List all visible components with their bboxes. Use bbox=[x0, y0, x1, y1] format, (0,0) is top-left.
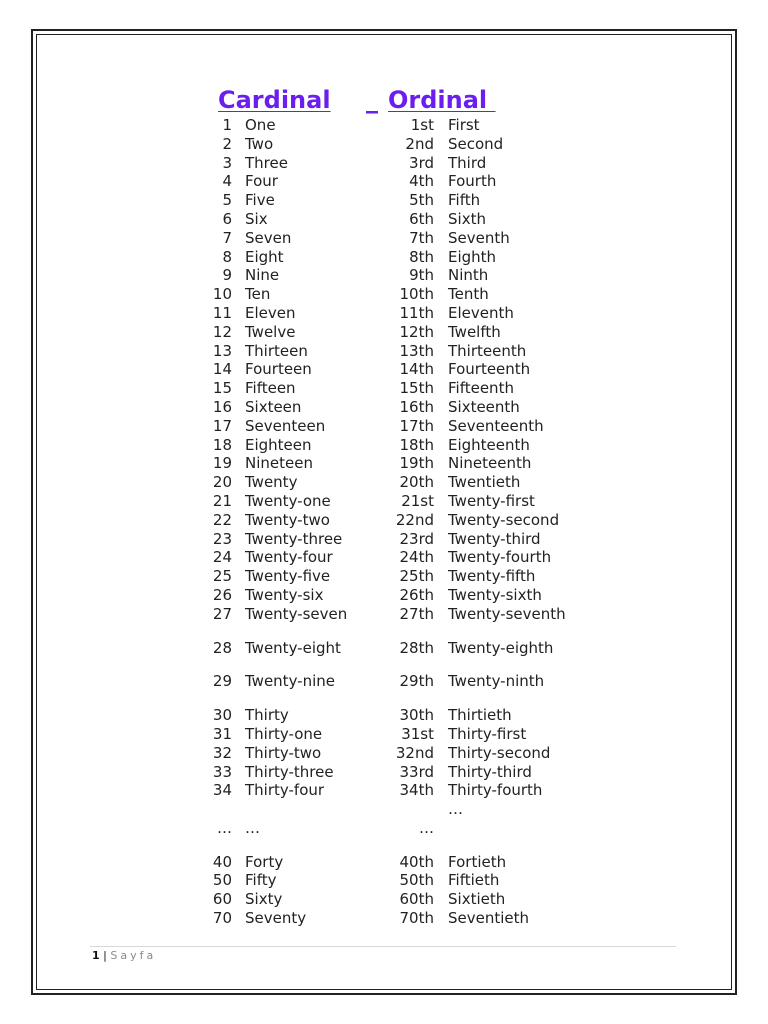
cardinal-number: 22 bbox=[212, 510, 232, 529]
cardinal-word: Fourteen bbox=[245, 360, 312, 379]
cardinal-number: 3 bbox=[222, 153, 232, 172]
cardinal-word: Twenty-nine bbox=[245, 672, 335, 691]
cardinal-number: 4 bbox=[222, 172, 232, 191]
cardinal-number: 30 bbox=[212, 706, 232, 725]
table-row bbox=[200, 605, 600, 624]
ordinal-number: 2nd bbox=[405, 134, 434, 153]
cardinal-word: Eighteen bbox=[245, 435, 312, 454]
ordinal-word: Fourteenth bbox=[448, 360, 531, 379]
heading-cardinal: Cardinal bbox=[218, 86, 331, 114]
table-row bbox=[200, 548, 600, 567]
ordinal-number: 26th bbox=[399, 585, 434, 604]
cardinal-number: 32 bbox=[212, 743, 232, 762]
cardinal-number: 40 bbox=[212, 852, 232, 871]
cardinal-number: 27 bbox=[212, 604, 232, 623]
cardinal-word: Three bbox=[245, 153, 288, 172]
cardinal-number: 26 bbox=[212, 585, 232, 604]
table-row bbox=[200, 639, 600, 658]
cardinal-number: 12 bbox=[212, 322, 232, 341]
cardinal-number: 24 bbox=[212, 548, 232, 567]
ordinal-number: 40th bbox=[399, 852, 434, 871]
ordinal-number: 5th bbox=[409, 191, 434, 210]
ordinal-word: Twentieth bbox=[448, 473, 521, 492]
table-row bbox=[200, 342, 600, 361]
table-row bbox=[200, 586, 600, 605]
cardinal-number: 8 bbox=[222, 247, 232, 266]
ordinal-word: Fortieth bbox=[448, 852, 507, 871]
table-row bbox=[200, 229, 600, 248]
cardinal-word: Twenty-two bbox=[245, 510, 330, 529]
page-number: 1 bbox=[92, 949, 100, 962]
ordinal-word: Twenty-ninth bbox=[448, 672, 545, 691]
ordinal-number: 29th bbox=[399, 672, 434, 691]
ordinal-word: Fifth bbox=[448, 191, 481, 210]
table-row bbox=[200, 890, 600, 909]
cardinal-number: 17 bbox=[212, 416, 232, 435]
cardinal-number: 60 bbox=[212, 890, 232, 909]
ordinal-word: Twelfth bbox=[448, 322, 501, 341]
ordinal-word: Thirty-first bbox=[448, 724, 527, 743]
ordinal-word: Seventeenth bbox=[448, 416, 544, 435]
ordinal-number: 24th bbox=[399, 548, 434, 567]
ordinal-number: 10th bbox=[399, 285, 434, 304]
ordinal-number: 50th bbox=[399, 871, 434, 890]
cardinal-number: 20 bbox=[212, 473, 232, 492]
ordinal-number: 16th bbox=[399, 397, 434, 416]
ordinal-number: 1st bbox=[410, 116, 434, 134]
table-row bbox=[200, 266, 600, 285]
table-row bbox=[200, 210, 600, 229]
ordinal-number: 13th bbox=[399, 341, 434, 360]
ordinal-word: Eighth bbox=[448, 247, 497, 266]
ordinal-word: Ninth bbox=[448, 266, 489, 285]
ordinal-number: 31st bbox=[401, 724, 434, 743]
ordinal-number: 20th bbox=[399, 473, 434, 492]
table-row bbox=[200, 800, 600, 819]
table-row bbox=[200, 909, 600, 928]
cardinal-word: Thirty-one bbox=[245, 724, 323, 743]
ordinal-word: Third bbox=[448, 153, 487, 172]
ordinal-word: Sixteenth bbox=[448, 397, 520, 416]
cardinal-number: 7 bbox=[222, 228, 232, 247]
ordinal-word: Thirtieth bbox=[448, 706, 512, 725]
cardinal-number: 23 bbox=[212, 529, 232, 548]
table-row bbox=[200, 725, 600, 744]
ordinal-number: 25th bbox=[399, 567, 434, 586]
cardinal-number: 70 bbox=[212, 909, 232, 928]
ordinal-number: 7th bbox=[409, 228, 434, 247]
cardinal-number: 13 bbox=[212, 341, 232, 360]
cardinal-word: Twenty-one bbox=[245, 491, 331, 510]
table-row bbox=[200, 436, 600, 455]
table-row bbox=[200, 454, 600, 473]
ordinal-number: 11th bbox=[399, 303, 434, 322]
page-footer bbox=[92, 949, 156, 962]
table-row bbox=[200, 379, 600, 398]
cardinal-word: Thirty-two bbox=[245, 743, 322, 762]
ordinal-word: Thirty-second bbox=[448, 743, 551, 762]
table-row bbox=[200, 398, 600, 417]
ordinal-word: Twenty-second bbox=[448, 510, 560, 529]
ordinal-word: First bbox=[448, 116, 480, 134]
cardinal-number: 33 bbox=[212, 762, 232, 781]
cardinal-word: Twenty-seven bbox=[245, 604, 348, 623]
cardinal-word: Five bbox=[245, 191, 275, 210]
ordinal-number: 9th bbox=[409, 266, 434, 285]
ordinal-word: Thirty-third bbox=[448, 762, 532, 781]
cardinal-number: 50 bbox=[212, 871, 232, 890]
table-row bbox=[200, 672, 600, 691]
heading-ordinal: Ordinal bbox=[388, 86, 496, 114]
table-row bbox=[200, 763, 600, 782]
cardinal-number: 21 bbox=[212, 491, 232, 510]
ordinal-number: 17th bbox=[399, 416, 434, 435]
footer-divider bbox=[90, 946, 676, 947]
table-row bbox=[200, 473, 600, 492]
cardinal-word: Sixty bbox=[245, 890, 283, 909]
cardinal-word: Nine bbox=[245, 266, 280, 285]
ordinal-word: Thirteenth bbox=[448, 341, 527, 360]
ordinal-number: 8th bbox=[409, 247, 434, 266]
cardinal-word: Forty bbox=[245, 852, 284, 871]
cardinal-word: Thirty-three bbox=[245, 762, 334, 781]
ordinal-number: 15th bbox=[399, 379, 434, 398]
cardinal-word: Eleven bbox=[245, 303, 296, 322]
table-row bbox=[200, 511, 600, 530]
table-row bbox=[200, 304, 600, 323]
cardinal-word: Four bbox=[245, 172, 278, 191]
cardinal-word: Fifteen bbox=[245, 379, 296, 398]
cardinal-number: 14 bbox=[212, 360, 232, 379]
ordinal-word: Seventieth bbox=[448, 909, 530, 928]
table-row bbox=[200, 172, 600, 191]
table-row bbox=[200, 819, 600, 838]
ordinal-number: 30th bbox=[399, 706, 434, 725]
ordinal-number: … bbox=[419, 818, 434, 837]
ordinal-number: 28th bbox=[399, 638, 434, 657]
table-row bbox=[200, 871, 600, 890]
number-table bbox=[200, 116, 600, 928]
table-row bbox=[200, 530, 600, 549]
cardinal-word: … bbox=[245, 818, 260, 837]
ordinal-number: 33rd bbox=[399, 762, 434, 781]
cardinal-number: 15 bbox=[212, 379, 232, 398]
table-row bbox=[200, 853, 600, 872]
cardinal-number: 11 bbox=[212, 303, 232, 322]
ordinal-word: Sixth bbox=[448, 209, 486, 228]
table-row bbox=[200, 154, 600, 173]
ordinal-number: 19th bbox=[399, 454, 434, 473]
table-row bbox=[200, 417, 600, 436]
ordinal-number: 32nd bbox=[395, 743, 434, 762]
ordinal-number: 22nd bbox=[395, 510, 434, 529]
ordinal-word: Twenty-first bbox=[448, 491, 535, 510]
table-row bbox=[200, 781, 600, 800]
cardinal-number: 2 bbox=[222, 134, 232, 153]
cardinal-number: 34 bbox=[212, 781, 232, 800]
ordinal-number: 3rd bbox=[409, 153, 434, 172]
ordinal-number: 23rd bbox=[399, 529, 434, 548]
table-row bbox=[200, 135, 600, 154]
cardinal-number: 1 bbox=[222, 116, 232, 134]
cardinal-number: 5 bbox=[222, 191, 232, 210]
cardinal-word: Eight bbox=[245, 247, 284, 266]
cardinal-number: 29 bbox=[212, 672, 232, 691]
ordinal-number: 6th bbox=[409, 209, 434, 228]
ordinal-word: Second bbox=[448, 134, 504, 153]
cardinal-word: Two bbox=[245, 134, 274, 153]
table-row bbox=[200, 191, 600, 210]
cardinal-word: Twenty-three bbox=[245, 529, 343, 548]
cardinal-number: 28 bbox=[212, 638, 232, 657]
cardinal-word: Thirty-four bbox=[245, 781, 325, 800]
ordinal-number: 70th bbox=[399, 909, 434, 928]
ordinal-word: Tenth bbox=[448, 285, 489, 304]
ordinal-word: Fifteenth bbox=[448, 379, 514, 398]
ordinal-word: Thirty-fourth bbox=[448, 781, 543, 800]
table-row bbox=[200, 323, 600, 342]
table-row bbox=[200, 248, 600, 267]
ordinal-word: Seventh bbox=[448, 228, 510, 247]
page-heading bbox=[218, 86, 496, 116]
ordinal-word: Twenty-sixth bbox=[448, 585, 542, 604]
cardinal-word: Ten bbox=[245, 285, 271, 304]
ordinal-word: Eighteenth bbox=[448, 435, 530, 454]
cardinal-word: Twenty-eight bbox=[245, 638, 341, 657]
ordinal-word: Twenty-third bbox=[448, 529, 541, 548]
cardinal-number: 31 bbox=[212, 724, 232, 743]
cardinal-number: 9 bbox=[222, 266, 232, 285]
cardinal-number: 16 bbox=[212, 397, 232, 416]
cardinal-word: Seventy bbox=[245, 909, 307, 928]
table-row bbox=[200, 492, 600, 511]
cardinal-number: 25 bbox=[212, 567, 232, 586]
ordinal-number: 12th bbox=[399, 322, 434, 341]
cardinal-word: Twenty bbox=[245, 473, 298, 492]
cardinal-word: Twenty-five bbox=[245, 567, 331, 586]
cardinal-word: Seventeen bbox=[245, 416, 326, 435]
cardinal-word: Thirteen bbox=[245, 341, 308, 360]
cardinal-word: Nineteen bbox=[245, 454, 313, 473]
ordinal-word: Twenty-eighth bbox=[448, 638, 554, 657]
cardinal-word: Seven bbox=[245, 228, 292, 247]
ordinal-number: 21st bbox=[401, 491, 434, 510]
ordinal-number: 14th bbox=[399, 360, 434, 379]
cardinal-number: 18 bbox=[212, 435, 232, 454]
ordinal-number: 34th bbox=[399, 781, 434, 800]
ordinal-number: 18th bbox=[399, 435, 434, 454]
ordinal-number: 60th bbox=[399, 890, 434, 909]
cardinal-word: Twenty-four bbox=[245, 548, 333, 567]
cardinal-word: Fifty bbox=[245, 871, 277, 890]
cardinal-word: Sixteen bbox=[245, 397, 302, 416]
ordinal-word: Twenty-fifth bbox=[448, 567, 536, 586]
table-row bbox=[200, 744, 600, 763]
cardinal-number: 6 bbox=[222, 209, 232, 228]
ordinal-word: Fourth bbox=[448, 172, 497, 191]
cardinal-number: 19 bbox=[212, 454, 232, 473]
footer-separator: | bbox=[103, 949, 107, 962]
ordinal-word: Twenty-seventh bbox=[448, 604, 566, 623]
table-row bbox=[200, 360, 600, 379]
cardinal-word: Thirty bbox=[245, 706, 289, 725]
cardinal-word: One bbox=[245, 116, 276, 134]
ordinal-word: Eleventh bbox=[448, 303, 514, 322]
ordinal-number: 4th bbox=[409, 172, 434, 191]
table-row bbox=[200, 116, 600, 135]
table-row bbox=[200, 285, 600, 304]
ordinal-word: … bbox=[448, 800, 463, 819]
table-row bbox=[200, 567, 600, 586]
cardinal-word: Six bbox=[245, 209, 268, 228]
cardinal-word: Twenty-six bbox=[245, 585, 324, 604]
heading-separator: _ bbox=[366, 86, 378, 114]
cardinal-word: Twelve bbox=[245, 322, 296, 341]
cardinal-number: 10 bbox=[212, 285, 232, 304]
ordinal-word: Sixtieth bbox=[448, 890, 506, 909]
ordinal-number: 27th bbox=[399, 604, 434, 623]
ordinal-word: Twenty-fourth bbox=[448, 548, 552, 567]
ordinal-word: Nineteenth bbox=[448, 454, 532, 473]
cardinal-number: … bbox=[217, 818, 232, 837]
table-row bbox=[200, 706, 600, 725]
page-label: Sayfa bbox=[110, 949, 157, 962]
ordinal-word: Fiftieth bbox=[448, 871, 500, 890]
